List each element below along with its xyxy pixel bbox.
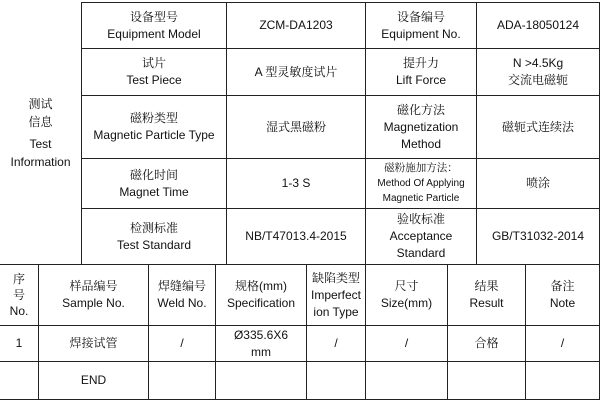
row-note <box>526 326 599 361</box>
cell-line2: mm <box>251 344 271 359</box>
label-cn: 验收标准 <box>396 212 445 226</box>
applying-method-label <box>366 159 476 208</box>
test-standard-value <box>227 209 365 264</box>
header-size <box>366 265 447 325</box>
value: 1-3 S <box>281 176 311 190</box>
equipment-model-value <box>227 3 365 48</box>
value: NB/T47013.4-2015 <box>245 229 347 243</box>
cell: / <box>404 336 409 350</box>
equipment-model-label <box>82 3 226 48</box>
label-cn: 设备编号 <box>396 9 445 24</box>
value: 湿式黑磁粉 <box>265 119 326 134</box>
cell: 焊接试管 <box>69 336 118 350</box>
acceptance-standard-label <box>366 209 476 264</box>
header-result <box>448 265 525 325</box>
header-specification <box>216 265 306 325</box>
value: ADA-18050124 <box>496 18 580 32</box>
label-cn: 检测标准 <box>129 220 178 235</box>
value: ZCM-DA1203 <box>259 18 333 32</box>
value-line1: N >4.5Kg <box>512 56 564 70</box>
header-seq <box>0 265 38 325</box>
result-cn: 结果 <box>474 279 499 293</box>
label-en-line2: Standard <box>396 246 446 260</box>
label-cn: 提升力 <box>402 56 439 70</box>
sample-cn: 样品编号 <box>69 279 118 293</box>
test-standard-label <box>82 209 226 264</box>
cell: / <box>334 336 338 350</box>
seq-cn: 序号 <box>12 272 25 302</box>
cell: END <box>80 373 107 387</box>
sample-en: Sample No. <box>62 296 125 310</box>
defect-en-line1: Imperfect <box>310 287 361 302</box>
note-cn: 备注 <box>550 279 575 293</box>
row-weld <box>149 326 215 361</box>
value-line2: 交流电磁轭 <box>507 73 568 87</box>
size-en: Size(mm) <box>380 296 433 310</box>
cell: 合格 <box>474 336 499 350</box>
magnet-time-value <box>227 159 365 208</box>
spec-cn: 规格(mm) <box>235 279 287 293</box>
size-cn: 尺寸 <box>394 279 419 293</box>
defect-en-line2: ion Type <box>313 304 359 319</box>
rule <box>0 399 600 400</box>
row-result <box>448 326 525 361</box>
particle-type-label <box>82 96 226 158</box>
defect-cn: 缺陷类型 <box>311 270 360 285</box>
lift-force-label <box>366 49 476 95</box>
label-en-line1: Acceptance <box>389 229 453 243</box>
row-spec <box>216 326 306 361</box>
label-cn: 磁化方法 <box>396 102 445 117</box>
label-en-line2: Method <box>400 136 442 151</box>
header-defect-type <box>307 265 365 325</box>
label-en: Equipment No. <box>381 26 461 41</box>
label-cn: 磁化时间 <box>129 167 178 182</box>
acceptance-standard-value <box>477 209 599 264</box>
test-piece-label <box>82 49 226 95</box>
value: GB/T31032-2014 <box>491 229 585 243</box>
cell-line1: Ø335.6X6 <box>233 327 289 342</box>
label-en: Equipment Model <box>107 26 201 41</box>
test-info-group-label <box>0 2 81 264</box>
note-en: Note <box>549 296 576 310</box>
seq-en: No. <box>9 304 29 318</box>
label-en: Test Piece <box>126 73 182 87</box>
label-en: Magnetic Particle Type <box>93 128 215 142</box>
end-sample <box>39 362 148 399</box>
lift-force-value <box>477 49 599 95</box>
equipment-no-label <box>366 3 476 48</box>
label-cn: 磁粉施加方法： <box>384 162 458 174</box>
equipment-no-value <box>477 3 599 48</box>
row-size <box>366 326 447 361</box>
row-seq <box>0 326 38 361</box>
row-defect <box>307 326 365 361</box>
applying-method-value <box>477 159 599 208</box>
group-label-cn: 测试信息 <box>28 97 53 129</box>
label-en-line1: Magnetization <box>383 119 459 134</box>
value: 磁轭式连续法 <box>501 119 574 134</box>
value: 喷涂 <box>525 176 550 190</box>
cell: / <box>560 336 565 350</box>
weld-en: Weld No. <box>157 296 207 310</box>
label-cn: 试片 <box>141 56 166 70</box>
label-en-line1: Method Of Applying <box>377 178 465 189</box>
header-note <box>526 265 599 325</box>
label-cn: 设备型号 <box>129 9 178 24</box>
label-cn: 磁粉类型 <box>129 111 178 125</box>
row-sample <box>39 326 148 361</box>
label-en: Test Standard <box>116 237 192 252</box>
cell: 1 <box>15 336 23 350</box>
spec-en: Specification <box>226 296 296 310</box>
header-sample-no <box>39 265 148 325</box>
label-en: Lift Force <box>395 73 446 87</box>
cell: / <box>180 336 184 350</box>
group-label-en: Test Information <box>10 137 71 169</box>
magnetization-method-value <box>477 96 599 158</box>
header-weld-no <box>149 265 215 325</box>
magnet-time-label <box>82 159 226 208</box>
weld-cn: 焊缝编号 <box>157 279 206 293</box>
magnetization-method-label <box>366 96 476 158</box>
result-en: Result <box>469 296 504 310</box>
label-en: Magnet Time <box>119 184 189 199</box>
label-en-line2: Magnetic Particle <box>382 193 460 204</box>
test-piece-value <box>227 49 365 95</box>
value: A 型灵敏度试片 <box>254 64 338 79</box>
particle-type-value <box>227 96 365 158</box>
